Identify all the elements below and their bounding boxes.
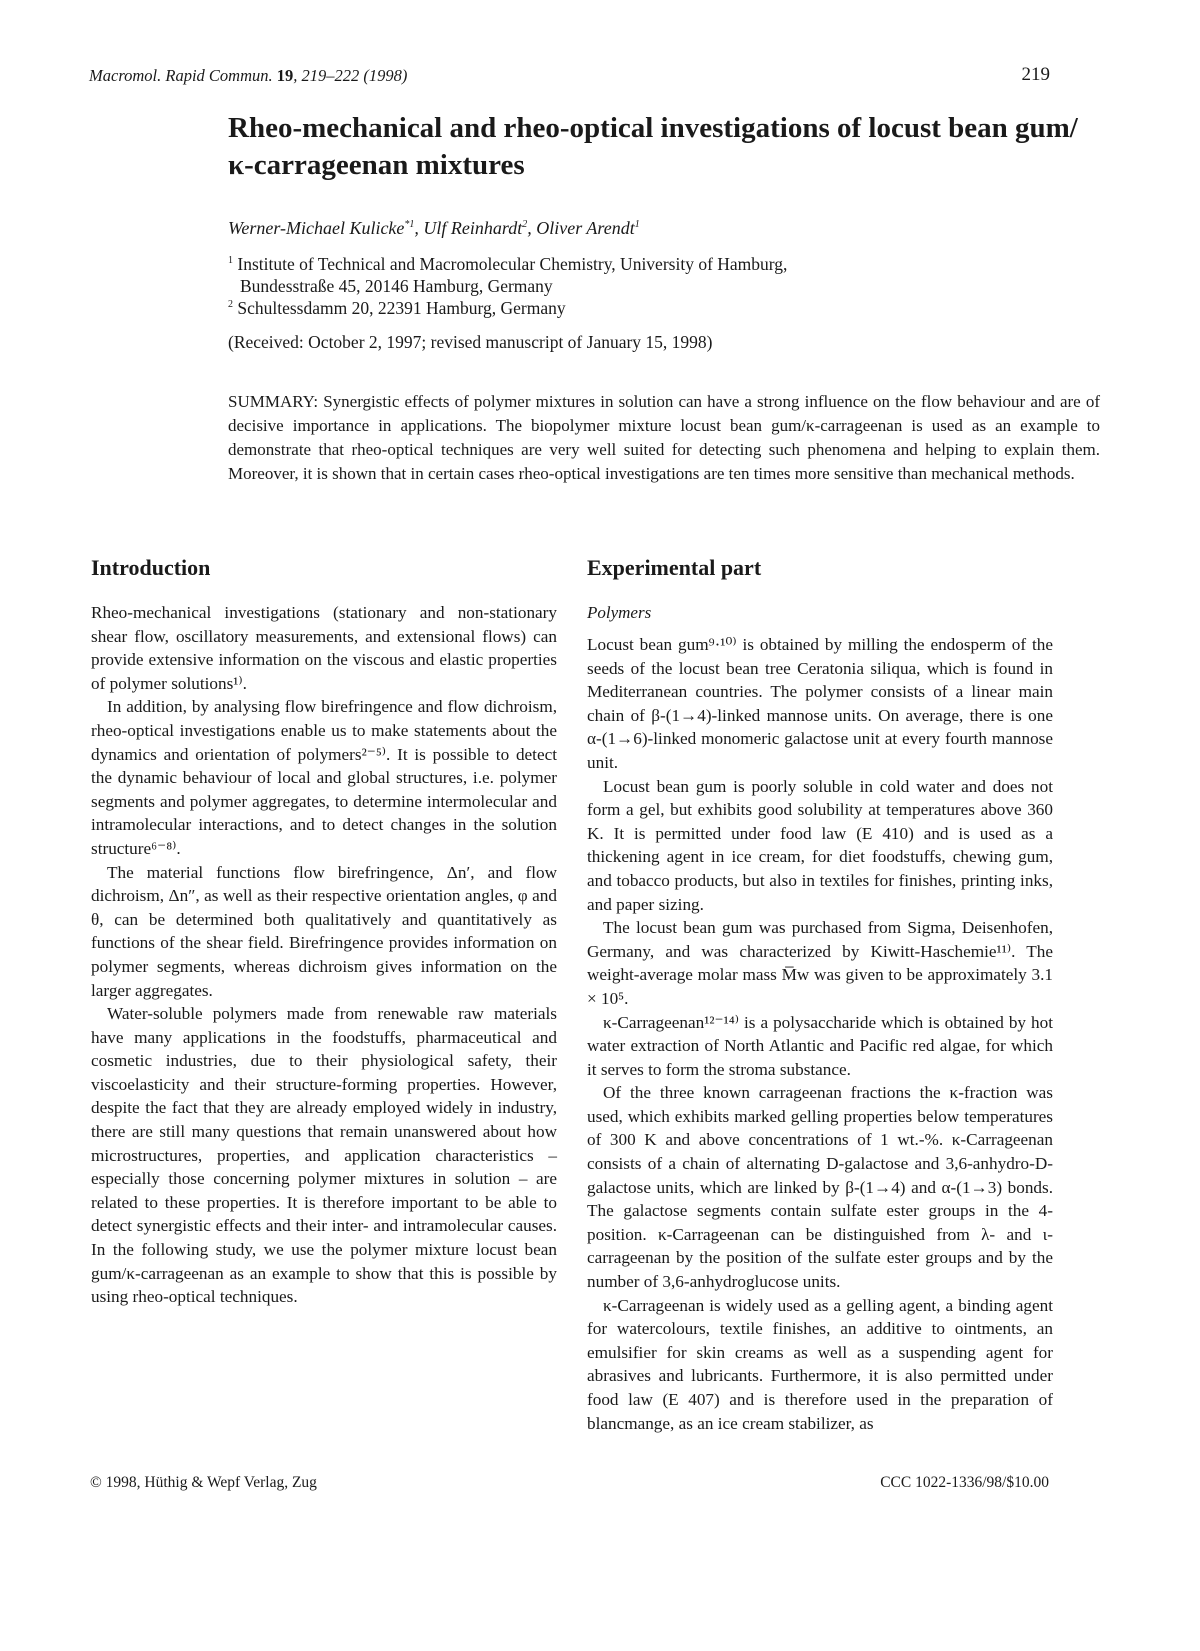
experimental-paragraph: Of the three known carrageenan fractions the κ-fraction was used, which exhibits marked gelling properties below temperatures of 300 K and above concentrations of 1 wt.-%. κ-Carrageenan consists of a chain of alternating D-galactose and 3,6-anhydro-D-galactose units, which are linked by β-(1→4) and α-(1→3) bonds. The galactose segments contain sulfate ester groups in the 4-position. κ-Carrageenan can be distinguished from λ- and ι-carrageenan by the position of the sulfate ester groups and by the number of 3,6-anhydroglucose units. (587, 1083, 1053, 1292)
affiliation-1 (228, 253, 787, 275)
journal-name: Macromol. Rapid Commun. (89, 66, 273, 85)
polymers-subheading: Polymers (587, 603, 652, 622)
author-name: , Oliver Arendt (527, 218, 635, 238)
author-list (228, 218, 640, 239)
ccc-code: CCC 1022-1336/98/$10.00 (880, 1474, 1049, 1491)
experimental-paragraph: κ-Carrageenan is widely used as a gelling agent, a binding agent for watercolours, textile finishes, an additive to ointments, an emulsifier for skin creams as well as a suspending agent for abrasives and lubricants. Furthermore, it is also permitted under food law (E 407) and is therefore used in the preparation of blancmange, as an ice cream stabilizer, as (587, 1295, 1053, 1433)
affiliation-marker: 2 (228, 299, 233, 311)
intro-paragraph: Water-soluble polymers made from renewable raw materials have many applications in the foodstuffs, pharmaceutical and cosmetic industries, due to their physiological safety, their viscoelasticity and their structure-forming properties. However, despite the fact that they are already employed widely in industry, there are still many questions that remain unanswered about how microstructures, properties, and application characteristics – especially those concerning polymer mixtures in solution – are related to these properties. It is therefore important to be able to detect synergistic effects and their inter- and intramolecular causes. In the following study, we use the polymer mixture locust bean gum/κ-carrageenan as an example to show that this is possible by using rheo-optical techniques. (91, 1004, 557, 1307)
left-column (91, 553, 557, 1309)
experimental-heading: Experimental part (587, 555, 762, 580)
running-head (89, 66, 407, 86)
received-dates: (Received: October 2, 1997; revised manuscript of January 15, 1998) (228, 332, 713, 352)
page-number: 219 (1021, 64, 1050, 85)
experimental-paragraph: Locust bean gum⁹·¹⁰⁾ is obtained by milling the endosperm of the seeds of the locust bean tree Ceratonia siliqua, which is found in Mediterranean countries. The polymer consists of a linear main chain of β-(1→4)-linked mannose units. On average, there is one α-(1→6)-linked monomeric galactose unit at every fourth mannose unit. (587, 635, 1053, 772)
author-affiliation-marker: 1 (634, 219, 640, 230)
intro-paragraph: Rheo-mechanical investigations (stationary and non-stationary shear flow, oscillatory measurements, and extensional flows) can provide extensive information on the viscous and elastic properties of polymer solutions¹⁾. (91, 603, 557, 693)
summary-abstract: SUMMARY: Synergistic effects of polymer mixtures in solution can have a strong influence on the flow behaviour and are of decisive importance in applications. The biopolymer mixture locust bean gum/κ-carrageenan is used as an example to demonstrate that rheo-optical techniques are very well suited for detecting such phenomena and helping to explain them. Moreover, it is shown that in certain cases rheo-optical investigations are ten times more sensitive than mechanical methods. (228, 392, 1100, 483)
intro-paragraph: In addition, by analysing flow birefringence and flow dichroism, rheo-optical investigations enable us to make statements about the dynamics and orientation of polymers²⁻⁵⁾. It is possible to detect the dynamic behaviour of local and global structures, i.e. polymer segments and polymer aggregates, to determine intermolecular and intramolecular interactions, and to detect changes in the solution structure⁶⁻⁸⁾. (91, 697, 557, 858)
affiliation-2 (228, 297, 566, 319)
intro-paragraph: The material functions flow birefringence, Δn′, and flow dichroism, Δn″, as well as their respective orientation angles, φ and θ, can be determined both qualitatively and quantitatively as functions of the shear field. Birefringence provides information on polymer segments, whereas dichroism gives information on the larger aggregates. (91, 862, 557, 1000)
affiliation-text: Institute of Technical and Macromolecular Chemistry, University of Hamburg, (233, 254, 788, 274)
right-column (587, 553, 1053, 1435)
volume-number: 19 (276, 66, 294, 85)
affiliation-1-address: Bundesstraße 45, 20146 Hamburg, Germany (240, 276, 553, 296)
experimental-paragraph: The locust bean gum was purchased from Sigma, Deisenhofen, Germany, and was characterized by Kiwitt-Haschemie¹¹⁾. The weight-average molar mass M̅w was given to be approximately 3.1 × 10⁵. (587, 918, 1053, 1008)
pages-year: , 219–222 (1998) (293, 66, 408, 85)
author-affiliation-marker: 2 (522, 219, 528, 230)
author-name: Werner-Michael Kulicke (228, 218, 405, 238)
author-affiliation-marker: *1 (404, 219, 415, 230)
affiliation-text: Schultessdamm 20, 22391 Hamburg, Germany (233, 298, 566, 318)
introduction-heading: Introduction (91, 555, 211, 580)
copyright-notice: © 1998, Hüthig & Wepf Verlag, Zug (90, 1474, 317, 1491)
affiliation-marker: 1 (228, 255, 233, 267)
author-name: , Ulf Reinhardt (414, 218, 523, 238)
experimental-paragraph: κ-Carrageenan¹²⁻¹⁴⁾ is a polysaccharide which is obtained by hot water extraction of North Atlantic and Pacific red algae, for which it serves to form the stroma substance. (587, 1012, 1053, 1079)
article-title: Rheo-mechanical and rheo-optical investigations of locust bean gum/κ-carrageenan mixtures (228, 112, 1078, 181)
experimental-paragraph: Locust bean gum is poorly soluble in cold water and does not form a gel, but exhibits good solubility at temperatures above 360 K. It is permitted under food law (E 410) and is used as a thickening agent in ice cream, for diet foodstuffs, chewing gum, and tobacco products, but also in textiles for finishes, printing inks, and paper sizing. (587, 776, 1053, 914)
